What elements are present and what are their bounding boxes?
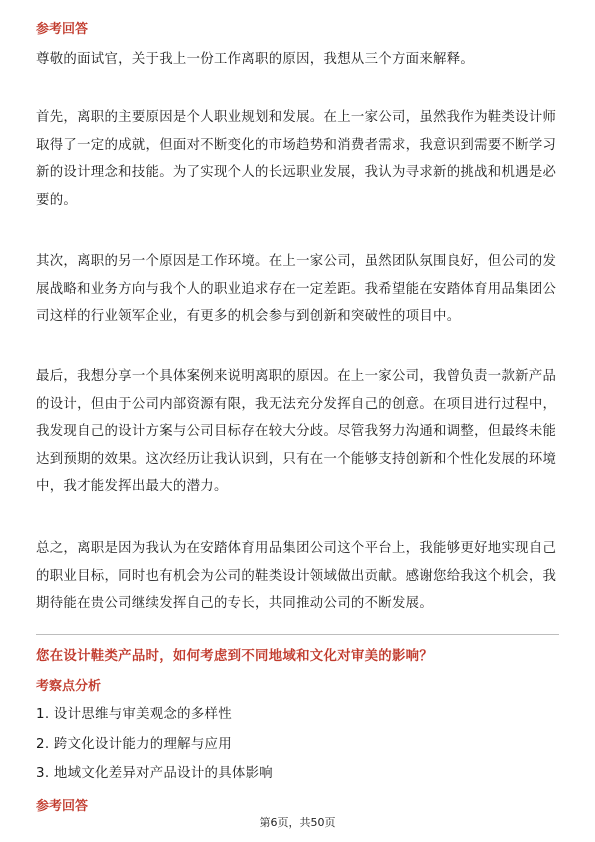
analysis-point: 2. 跨文化设计能力的理解与应用	[36, 737, 232, 752]
paragraph-first: 首先，离职的主要原因是个人职业规划和发展。在上一家公司，虽然我作为鞋类设计师取得了一定的成就，但面对不断变化的市场趋势和消费者需求，我意识到需要不断学习新的设计理念和技能。为了实现个人的长远职业发展，我认为寻求新的挑战和机遇是必要的。	[36, 110, 557, 208]
section-divider	[36, 634, 559, 635]
analysis-heading: 考察点分析	[36, 679, 102, 694]
answer-heading-2: 参考回答	[36, 799, 89, 814]
page-number: 第6页，共50页	[259, 816, 336, 829]
question-title: 您在设计鞋类产品时，如何考虑到不同地域和文化对审美的影响？	[36, 649, 434, 664]
analysis-point: 3. 地域文化差异对产品设计的具体影响	[36, 766, 273, 781]
paragraph-intro: 尊敬的面试官，关于我上一份工作离职的原因，我想从三个方面来解释。	[36, 52, 475, 67]
answer-heading: 参考回答	[36, 22, 89, 37]
analysis-point: 1. 设计思维与审美观念的多样性	[36, 707, 232, 722]
paragraph-summary: 总之，离职是因为我认为在安踏体育用品集团公司这个平台上，我能够更好地实现自己的职业目标，同时也有机会为公司的鞋类设计领域做出贡献。感谢您给我这个机会，我期待能在贵公司继续发挥自己的专长，共同推动公司的不断发展。	[36, 541, 557, 611]
paragraph-second: 其次，离职的另一个原因是工作环境。在上一家公司，虽然团队氛围良好，但公司的发展战略和业务方向与我个人的职业追求存在一定差距。我希望能在安踏体育用品集团公司这样的行业领军企业，有更多的机会参与到创新和突破性的项目中。	[36, 254, 557, 324]
paragraph-last: 最后，我想分享一个具体案例来说明离职的原因。在上一家公司，我曾负责一款新产品的设计，但由于公司内部资源有限，我无法充分发挥自己的创意。在项目进行过程中，我发现自己的设计方案与公司目标存在较大分歧。尽管我努力沟通和调整，但最终未能达到预期的效果。这次经历让我认识到，只有在一个能够支持创新和个性化发展的环境中，我才能发挥出最大的潜力。	[36, 369, 557, 494]
